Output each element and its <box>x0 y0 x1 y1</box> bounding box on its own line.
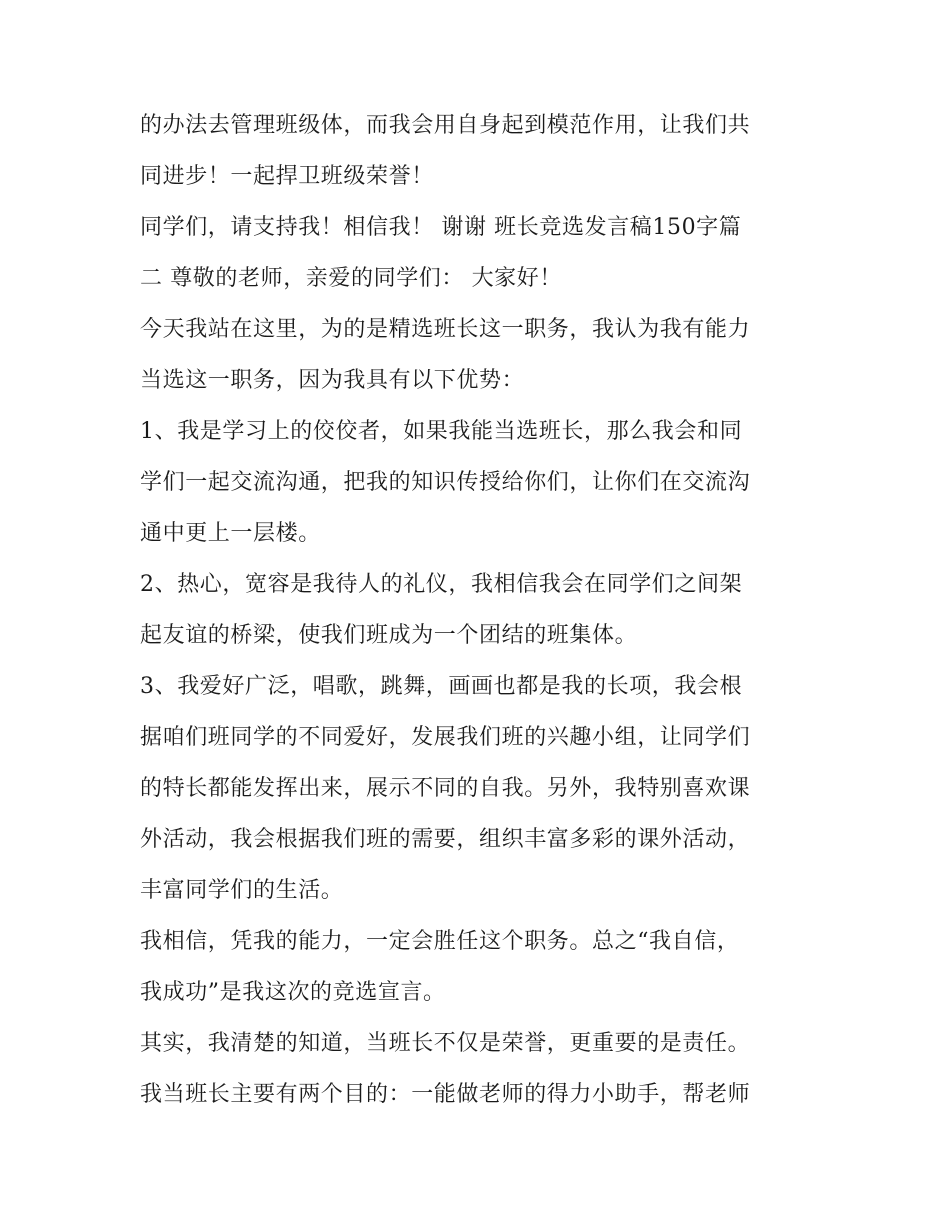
text-line: 学们一起交流沟通，把我的知识传授给你们，让你们在交流沟 <box>140 470 751 495</box>
text-line: 1、我是学习上的佼佼者，如果我能当选班长，那么我会和同 <box>140 419 743 444</box>
document-body <box>140 100 820 1120</box>
text-line: 3、我爱好广泛，唱歌，跳舞，画画也都是我的长项，我会根 <box>140 674 743 699</box>
text-line: 通中更上一层楼。 <box>140 521 321 546</box>
text-line: 我当班长主要有两个目的：一能做老师的得力小助手，帮老师 <box>140 1082 751 1107</box>
text-line: 的办法去管理班级体，而我会用自身起到模范作用，让我们共 <box>140 113 751 138</box>
text-line: 其实，我清楚的知道，当班长不仅是荣誉，更重要的是责任。 <box>140 1031 751 1056</box>
text-line: 同进步！一起捍卫班级荣誉！ <box>140 164 434 189</box>
text-line: 据咱们班同学的不同爱好，发展我们班的兴趣小组，让同学们 <box>140 725 751 750</box>
text-line: 二 尊敬的老师，亲爱的同学们： 大家好！ <box>140 266 562 291</box>
text-line: 同学们，请支持我！相信我！ 谢谢 班长竞选发言稿150字篇 <box>140 215 742 240</box>
text-line: 丰富同学们的生活。 <box>140 878 344 903</box>
text-line: 的特长都能发挥出来，展示不同的自我。另外，我特别喜欢课 <box>140 776 751 801</box>
text-line: 2、热心，宽容是我待人的礼仪，我相信我会在同学们之间架 <box>140 572 743 597</box>
text-line: 起友谊的桥梁，使我们班成为一个团结的班集体。 <box>140 623 638 648</box>
text-line: 我相信，凭我的能力，一定会胜任这个职务。总之“我自信， <box>140 929 740 954</box>
text-line: 外活动，我会根据我们班的需要，组织丰富多彩的课外活动， <box>140 827 751 852</box>
text-line: 今天我站在这里，为的是精选班长这一职务，我认为我有能力 <box>140 317 751 342</box>
text-line: 我成功”是我这次的竞选宣言。 <box>140 980 446 1005</box>
text-line: 当选这一职务，因为我具有以下优势： <box>140 368 525 393</box>
